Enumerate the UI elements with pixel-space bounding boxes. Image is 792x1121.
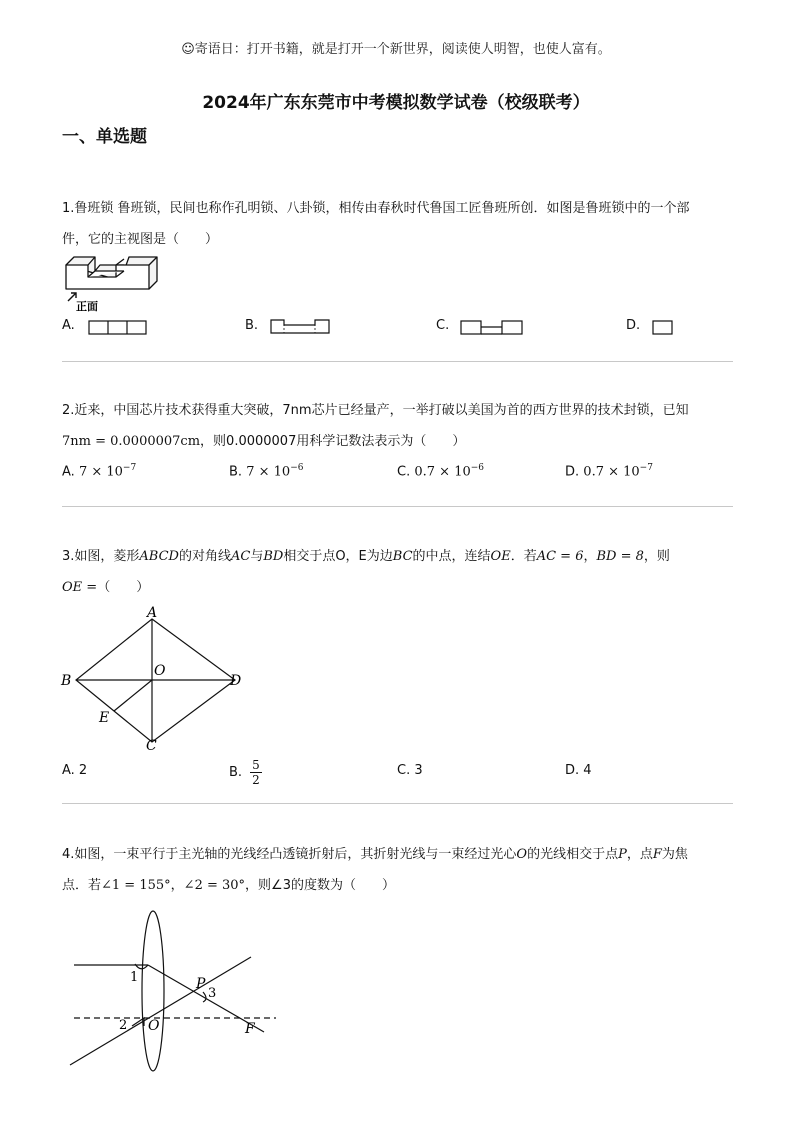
q2-line-2 xyxy=(62,426,734,457)
q4-line-2 xyxy=(62,870,734,901)
q1-option-b-label: B. xyxy=(245,318,259,333)
q3-label-o: O xyxy=(154,663,166,679)
q1-option-c-label: C. xyxy=(436,318,450,333)
q4-label-o: O xyxy=(148,1018,160,1034)
q3-label-b: B xyxy=(61,673,72,689)
q3-math-ac: AC xyxy=(230,549,251,564)
q3-text-part: 与 xyxy=(250,549,264,564)
q1-front-label: 正面 xyxy=(76,300,98,312)
q4-angle-label-2: 2 xyxy=(119,1018,128,1033)
q1-option-b[interactable] xyxy=(245,318,258,333)
q2-option-c-value: 0.7 × 10 xyxy=(414,464,471,480)
q2-given-equation: 7nm = 0.0000007cm xyxy=(62,434,201,449)
q3-option-b[interactable] xyxy=(229,754,262,790)
q4-math-o: O xyxy=(516,847,528,862)
divider-1 xyxy=(62,361,733,362)
q1-option-d-label: D. xyxy=(626,318,641,333)
divider-2 xyxy=(62,506,733,507)
q4-angle-label-3: 3 xyxy=(208,986,217,1001)
q2-option-d-exponent: −7 xyxy=(639,463,653,473)
q3-line-2 xyxy=(62,572,734,603)
q1-line-1: 1.鲁班锁 鲁班锁，民间也称作孔明锁、八卦锁，相传由春秋时代鲁国工匠鲁班所创．如图是鲁班锁中的一个部 xyxy=(62,201,690,216)
q4-text-part: 4.如图，一束平行于主光轴的光线经凸透镜折射后，其折射光线与一束经过光心 xyxy=(62,847,517,862)
q1-option-a-drawing xyxy=(88,320,148,336)
q3-math-abcd: ABCD xyxy=(139,549,179,564)
q3-condition-ac: AC = 6 xyxy=(536,549,584,564)
q2-option-b-exponent: −6 xyxy=(290,463,304,473)
q1-line-2: 件，它的主视图是（ ） xyxy=(62,232,219,247)
q3-option-b-fraction xyxy=(250,758,262,787)
q1-lock-figure xyxy=(62,254,162,312)
q2-option-c[interactable] xyxy=(397,463,484,479)
q3-label-c: C xyxy=(146,738,157,754)
q2-line-1: 2.近来，中国芯片技术获得重大突破，7nm芯片已经量产，一举打破以美国为首的西方世界的技术封锁，已知 xyxy=(62,403,689,418)
q2-option-a[interactable] xyxy=(62,463,136,479)
q2-option-a-label: A. xyxy=(62,464,75,480)
q4-angle-label-1: 1 xyxy=(130,970,139,985)
question-1-text xyxy=(62,193,734,255)
q4-text-part: ， xyxy=(170,878,184,893)
section-heading: 一、单选题 xyxy=(62,127,147,147)
q3-option-a-label: A. 2 xyxy=(62,763,88,778)
q3-label-a: A xyxy=(147,605,158,621)
q3-option-b-label: B. xyxy=(229,764,243,780)
q3-option-a[interactable] xyxy=(62,763,87,778)
q4-text-part: 为焦 xyxy=(661,847,688,862)
q2-option-a-value: 7 × 10 xyxy=(78,464,123,480)
q3-label-d: D xyxy=(230,673,242,689)
q3-condition-bd: BD = 8 xyxy=(596,549,644,564)
q4-math-f: F xyxy=(652,847,662,862)
q3-text-part: ．若 xyxy=(510,549,537,564)
q4-label-f: F xyxy=(245,1021,255,1037)
q3-option-c[interactable] xyxy=(397,763,423,778)
q3-text-part: 的中点，连结 xyxy=(412,549,491,564)
motto: ☺寄语日：打开书籍，就是打开一个新世界，阅读使人明智，也使人富有。 xyxy=(181,42,611,57)
divider-3 xyxy=(62,803,733,804)
q2-option-b-value: 7 × 10 xyxy=(246,464,291,480)
q2-question-tail: ，则0.0000007用科学记数法表示为（ ） xyxy=(200,434,466,449)
q2-option-d-label: D. xyxy=(565,464,580,480)
q3-option-b-numerator: 5 xyxy=(252,757,260,772)
q3-option-d-label: D. 4 xyxy=(565,763,592,778)
q4-text-part: 的光线相交于点 xyxy=(527,847,619,862)
q3-text-part: ，则 xyxy=(643,549,670,564)
q2-option-b[interactable] xyxy=(229,463,303,479)
q3-text-part: ， xyxy=(583,549,597,564)
q2-option-b-label: B. xyxy=(229,464,243,480)
page-title: 2024年广东东莞市中考模拟数学试卷（校级联考） xyxy=(202,93,590,113)
q1-option-d-drawing xyxy=(652,320,674,336)
q3-math-oe: OE xyxy=(490,549,511,564)
q1-option-a[interactable] xyxy=(62,318,75,333)
q2-option-c-label: C. xyxy=(397,464,411,480)
q4-line-1 xyxy=(62,839,734,870)
question-4-text xyxy=(62,839,734,901)
q2-option-c-exponent: −6 xyxy=(470,463,485,473)
q3-option-d[interactable] xyxy=(565,763,592,778)
q3-math-bc: BC xyxy=(392,549,413,564)
q3-label-e: E xyxy=(99,710,110,726)
question-2-text xyxy=(62,395,734,457)
q3-math-oe-equals: OE = xyxy=(62,580,98,595)
q3-line-1 xyxy=(62,541,734,572)
q1-option-b-drawing xyxy=(270,319,332,335)
q3-option-c-label: C. 3 xyxy=(397,763,423,778)
q1-option-c[interactable] xyxy=(436,318,449,333)
q4-angle-1: ∠1 = 155° xyxy=(101,878,171,893)
q4-text-part: ，点 xyxy=(626,847,653,862)
q4-label-p: P xyxy=(196,976,206,992)
question-3-text xyxy=(62,541,734,603)
q1-option-c-drawing xyxy=(460,320,524,336)
q4-question-tail: ，则∠3的度数为（ ） xyxy=(245,878,395,893)
q1-option-a-label: A. xyxy=(62,318,75,333)
q3-text-part: 3.如图，菱形 xyxy=(62,549,140,564)
q4-text-part: 点．若 xyxy=(62,878,102,893)
q2-option-d-value: 0.7 × 10 xyxy=(583,464,640,480)
q4-angle-2: ∠2 = 30° xyxy=(183,878,246,893)
q3-rhombus-figure xyxy=(58,604,253,754)
q3-text-part: 的对角线 xyxy=(178,549,231,564)
q4-math-p: P xyxy=(618,847,627,862)
q2-option-d[interactable] xyxy=(565,463,653,479)
q4-lens-figure xyxy=(64,906,289,1076)
q2-option-a-exponent: −7 xyxy=(122,463,137,473)
q1-option-d[interactable] xyxy=(626,318,640,333)
q3-option-b-denominator: 2 xyxy=(252,772,260,787)
q3-question-tail: （ ） xyxy=(97,580,150,595)
q3-text-part: 相交于点O，E为边 xyxy=(283,549,393,564)
q3-math-bd: BD xyxy=(263,549,284,564)
